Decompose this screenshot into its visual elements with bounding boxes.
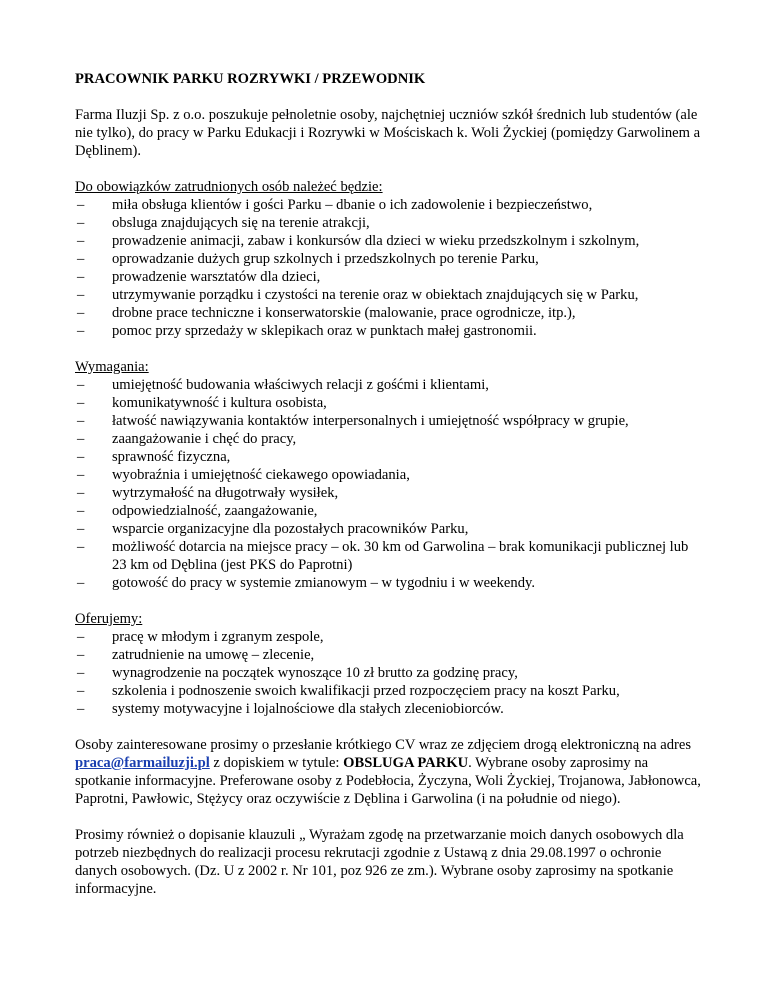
dash-marker: – bbox=[77, 269, 85, 285]
dash-marker: – bbox=[77, 521, 85, 537]
spacer bbox=[75, 592, 705, 610]
duties-heading: Do obowiązków zatrudnionych osób należeć będzie: bbox=[75, 179, 383, 195]
list-item: – komunikatywność i kultura osobista, bbox=[77, 395, 327, 411]
list-item: – obsluga znajdujących się na terenie atrakcji, bbox=[77, 215, 370, 231]
list-item: – wsparcie organizacyjne dla pozostałych pracowników Parku, bbox=[77, 521, 469, 537]
dash-marker: – bbox=[77, 287, 85, 303]
dash-marker: – bbox=[77, 197, 85, 213]
document-title: PRACOWNIK PARKU ROZRYWKI / PRZEWODNIK bbox=[75, 71, 426, 87]
dash-marker: – bbox=[77, 305, 85, 321]
dash-marker: – bbox=[77, 647, 85, 663]
list-item: – oprowadzanie dużych grup szkolnych i przedszkolnych po terenie Parku, bbox=[77, 251, 539, 267]
list-item: – zatrudnienie na umowę – zlecenie, bbox=[77, 647, 315, 663]
spacer bbox=[75, 340, 705, 358]
spacer bbox=[75, 160, 705, 178]
dash-marker: – bbox=[77, 251, 85, 267]
list-item: – pomoc przy sprzedaży w sklepikach oraz w punktach małej gastronomii. bbox=[77, 323, 537, 339]
list-item: – łatwość nawiązywania kontaktów interpersonalnych i umiejętność współpracy w grupie, bbox=[77, 413, 629, 429]
contact-text: . Wybrane osoby zaprosimy na spotkanie informacyjne. Preferowane osoby z Podebłocia, Życzyna, Woli Życkiej, Trojanowa, Jabłonowca, Paprotni, Pawłowic, Stężycy oraz oczywiście z Dęblina i Garwolina (i na południe od niego). bbox=[75, 755, 701, 807]
offer-list bbox=[75, 628, 705, 718]
dash-marker: – bbox=[77, 233, 85, 249]
dash-marker: – bbox=[77, 629, 85, 645]
email-link[interactable]: praca@farmailuzji.pl bbox=[75, 755, 210, 771]
list-item: – pracę w młodym i zgranym zespole, bbox=[77, 629, 324, 645]
document-page bbox=[75, 70, 705, 898]
list-item: – wytrzymałość na długotrwały wysiłek, bbox=[77, 485, 339, 501]
dash-marker: – bbox=[77, 575, 85, 591]
dash-marker: – bbox=[77, 701, 85, 717]
duties-list bbox=[75, 196, 705, 340]
list-item: – możliwość dotarcia na miejsce pracy – ok. 30 km od Garwolina – brak komunikacji publicznej lub 23 km od Dęblina (jest PKS do Paprotni) bbox=[77, 539, 689, 573]
dash-marker: – bbox=[77, 665, 85, 681]
dash-marker: – bbox=[77, 683, 85, 699]
dash-marker: – bbox=[77, 467, 85, 483]
dash-marker: – bbox=[77, 539, 85, 555]
list-item: – umiejętność budowania właściwych relacji z gośćmi i klientami, bbox=[77, 377, 489, 393]
dash-marker: – bbox=[77, 413, 85, 429]
list-item: – wynagrodzenie na początek wynoszące 10 zł brutto za godzinę pracy, bbox=[77, 665, 518, 681]
requirements-list bbox=[75, 376, 705, 592]
spacer bbox=[75, 88, 705, 106]
dash-marker: – bbox=[77, 395, 85, 411]
dash-marker: – bbox=[77, 215, 85, 231]
consent-paragraph: Prosimy również o dopisanie klauzuli „ Wyrażam zgodę na przetwarzanie moich danych osobowych dla potrzeb niezbędnych do realizacji procesu rekrutacji zgodnie z Ustawą z dnia 29.08.1997 o ochronie danych osobowych. (Dz. U z 2002 r. Nr 101, poz 926 ze zm.). Wybrane osoby zaprosimy na spotkanie informacyjne. bbox=[75, 827, 684, 897]
list-item: – systemy motywacyjne i lojalnościowe dla stałych zleceniobiorców. bbox=[77, 701, 504, 717]
contact-paragraph bbox=[75, 736, 705, 808]
dash-marker: – bbox=[77, 503, 85, 519]
requirements-heading: Wymagania: bbox=[75, 359, 149, 375]
list-item: – sprawność fizyczna, bbox=[77, 449, 231, 465]
list-item: – gotowość do pracy w systemie zmianowym – w tygodniu i w weekendy. bbox=[77, 575, 536, 591]
list-item: – zaangażowanie i chęć do pracy, bbox=[77, 431, 297, 447]
offer-heading: Oferujemy: bbox=[75, 611, 143, 627]
dash-marker: – bbox=[77, 377, 85, 393]
list-item: – miła obsługa klientów i gości Parku – dbanie o ich zadowolenie i bezpieczeństwo, bbox=[77, 197, 593, 213]
dash-marker: – bbox=[77, 449, 85, 465]
dash-marker: – bbox=[77, 485, 85, 501]
list-item: – odpowiedzialność, zaangażowanie, bbox=[77, 503, 318, 519]
subject-label: OBSLUGA PARKU bbox=[343, 755, 469, 771]
list-item: – utrzymywanie porządku i czystości na terenie oraz w obiektach znajdujących się w Parku, bbox=[77, 287, 639, 303]
list-item: – prowadzenie animacji, zabaw i konkursów dla dzieci w wieku przedszkolnym i szkolnym, bbox=[77, 233, 640, 249]
spacer bbox=[75, 718, 705, 736]
list-item: – prowadzenie warsztatów dla dzieci, bbox=[77, 269, 321, 285]
contact-text: z dopiskiem w tytule: bbox=[209, 755, 344, 771]
contact-text: Osoby zainteresowane prosimy o przesłanie krótkiego CV wraz ze zdjęciem drogą elektroniczną na adres bbox=[75, 737, 692, 753]
list-item: – wyobraźnia i umiejętność ciekawego opowiadania, bbox=[77, 467, 410, 483]
dash-marker: – bbox=[77, 323, 85, 339]
list-item: – drobne prace techniczne i konserwatorskie (malowanie, prace ogrodnicze, itp.), bbox=[77, 305, 576, 321]
intro-paragraph: Farma Iluzji Sp. z o.o. poszukuje pełnoletnie osoby, najchętniej uczniów szkół średnich lub studentów (ale nie tylko), do pracy w Parku Edukacji i Rozrywki w Mościskach k. Woli Życkiej (pomiędzy Garwolinem a Dęblinem). bbox=[75, 107, 701, 159]
list-item: – szkolenia i podnoszenie swoich kwalifikacji przed rozpoczęciem pracy na koszt Parku, bbox=[77, 683, 620, 699]
dash-marker: – bbox=[77, 431, 85, 447]
spacer bbox=[75, 808, 705, 826]
